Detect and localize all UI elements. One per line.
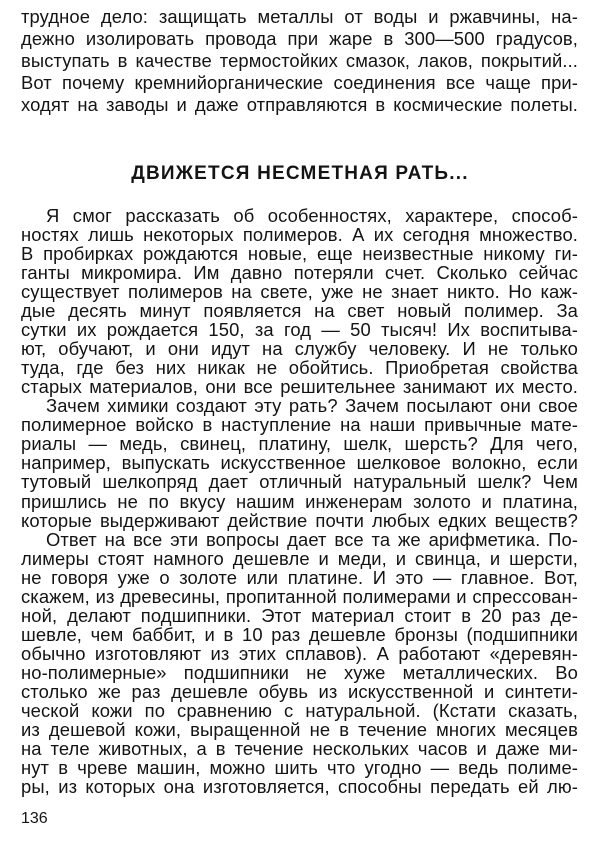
text-line: скажем, из древесины, пропитанной полимерами и спрессован- xyxy=(21,586,578,607)
text-line: Я смог рассказать об особенностях, характере, способ- xyxy=(46,205,578,226)
text-line: ходят на заводы и даже отправляются в космические полеты. xyxy=(21,94,578,115)
text-line: сутки их рождается 150, за год — 50 тысяч! Их воспитыва- xyxy=(21,319,578,340)
text-line: например, выпускать искусственное шелковое волокно, если xyxy=(21,452,578,473)
text-line: ют, обучают, и они идут на службу человеку. И не только xyxy=(21,338,578,359)
text-line: из дешевой кожи, выращенной не в течение многих месяцев xyxy=(21,719,578,740)
text-line: В пробирках рождаются новые, еще неизвестные никому ги- xyxy=(21,243,578,264)
section-heading: ДВИЖЕТСЯ НЕСМЕТНАЯ РАТЬ... xyxy=(131,163,469,184)
text-line: обычно изготовляют из этих сплавов). А работают «деревян- xyxy=(21,643,578,664)
text-line: ры, из которых она изготовляется, способны передать ей лю- xyxy=(21,776,578,797)
text-line: нут в чреве машин, можно шить что угодно — ведь полиме- xyxy=(21,757,578,778)
text-line: шевле, чем баббит, и в 10 раз дешевле бронзы (подшипники xyxy=(21,624,578,645)
text-line: тутовый шелкопряд дает отличный натуральный шелк? Чем xyxy=(21,471,578,492)
text-line: существует полимеров на свете, уже не знает никто. Но каж- xyxy=(21,281,578,302)
text-line: ной, делают подшипники. Этот материал стоит в 20 раз де- xyxy=(21,605,578,626)
text-line: старых материалов, они все решительнее занимают их место. xyxy=(21,376,578,397)
text-line: Ответ на все эти вопросы дает все та же арифметика. По- xyxy=(46,529,578,550)
text-line: выступать в качестве термостойких смазок, лаков, покрытий... xyxy=(21,50,578,71)
text-line: трудное дело: защищать металлы от воды и ржавчины, на- xyxy=(21,6,578,27)
text-line: дые десять минут появляется на свет новый полимер. За xyxy=(21,300,578,321)
text-line: пришлись не по вкусу нашим инженерам золото и платина, xyxy=(21,491,578,512)
text-line: ческой кожи по сравнению с натуральной. (Кстати сказать, xyxy=(21,700,578,721)
text-line: столько же раз дешевле обувь из искусственной и синтети- xyxy=(21,681,578,702)
text-line: ностях лишь некоторых полимеров. А их сегодня множество. xyxy=(21,224,578,245)
text-line: Зачем химики создают эту рать? Зачем посылают они свое xyxy=(46,395,578,416)
text-line: полимерное войско в наступление на наши привычные мате- xyxy=(21,414,578,435)
text-line: но-полимерные» подшипники не хуже металлических. Во xyxy=(21,662,578,683)
text-line: ганты микромира. Им давно потеряли счет. Сколько сейчас xyxy=(21,262,578,283)
text-line: лимеры стоят намного дешевле и меди, и свинца, и шерсти, xyxy=(21,548,578,569)
text-line: не говоря уже о золоте или платине. И это — главное. Вот, xyxy=(21,567,578,588)
text-line: Вот почему кремнийорганические соединения все чаще при- xyxy=(21,72,578,93)
text-line: на теле животных, а в течение нескольких часов и даже ми- xyxy=(21,738,578,759)
text-line: которые выдерживают действие почти любых едких веществ? xyxy=(21,510,578,531)
text-line: туда, где без них никак не обойтись. Приобретая свойства xyxy=(21,357,578,378)
text-line: риалы — медь, свинец, платину, шелк, шерсть? Для чего, xyxy=(21,433,578,454)
text-line: дежно изолировать провода при жаре в 300—500 градусов, xyxy=(21,28,578,49)
page-number: 136 xyxy=(21,810,48,827)
